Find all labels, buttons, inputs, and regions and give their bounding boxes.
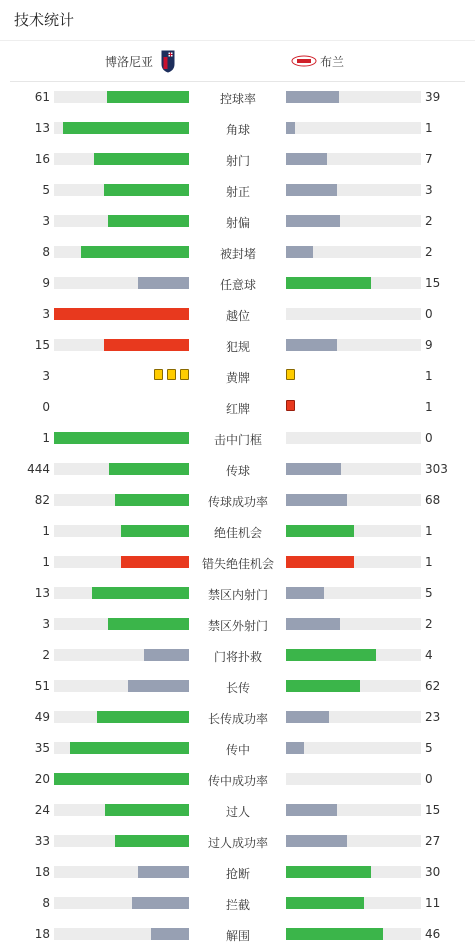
stat-label: 射正 [225, 185, 250, 199]
away-value: 0 [425, 307, 433, 321]
home-value: 13 [34, 121, 50, 135]
away-bar-track [286, 835, 421, 847]
stat-label: 过人 [225, 805, 250, 819]
home-bar-track [54, 618, 189, 630]
home-value: 61 [34, 90, 50, 104]
yellow-card-icon [286, 369, 295, 380]
stat-label: 射偏 [225, 216, 250, 230]
away-bar-fill [286, 494, 347, 506]
home-team[interactable] [105, 41, 175, 81]
away-value: 62 [425, 679, 441, 693]
home-bar-fill [54, 308, 189, 320]
away-value: 15 [425, 803, 441, 817]
home-bar-fill [128, 680, 189, 692]
away-value: 4 [425, 648, 433, 662]
away-bar-track [286, 184, 421, 196]
home-bar-fill [105, 804, 189, 816]
away-value: 5 [425, 741, 433, 755]
home-bar-fill [132, 897, 189, 909]
away-team[interactable] [291, 41, 344, 81]
home-bar-fill [54, 773, 189, 785]
stat-row [0, 268, 475, 299]
stat-row [0, 206, 475, 237]
stat-label: 控球率 [219, 92, 256, 106]
stat-row [0, 516, 475, 547]
away-bar-track [286, 91, 421, 103]
home-bar-track [54, 835, 189, 847]
away-bar-fill [286, 215, 340, 227]
stat-label: 黄牌 [225, 371, 250, 385]
away-bar-fill [286, 587, 324, 599]
stat-label: 长传成功率 [207, 712, 268, 726]
away-bar-fill [286, 184, 337, 196]
stat-label: 射门 [225, 154, 250, 168]
away-value: 0 [425, 431, 433, 445]
away-bar-fill [286, 928, 383, 940]
red-card-icon [286, 400, 295, 411]
home-value: 1 [42, 524, 50, 538]
away-value: 1 [425, 400, 433, 414]
yellow-card-icon [180, 369, 189, 380]
home-bar-fill [109, 463, 189, 475]
away-value: 7 [425, 152, 433, 166]
stat-row [0, 919, 475, 950]
home-value: 1 [42, 431, 50, 445]
home-value: 13 [34, 586, 50, 600]
stat-label: 红牌 [225, 402, 250, 416]
stat-row [0, 733, 475, 764]
away-bar-fill [286, 742, 304, 754]
stat-label: 角球 [225, 123, 250, 137]
stat-row [0, 237, 475, 268]
home-bar-fill [81, 246, 189, 258]
stat-label: 长传 [225, 681, 250, 695]
home-bar-fill [107, 91, 189, 103]
yellow-card-icon [167, 369, 176, 380]
away-bar-track [286, 246, 421, 258]
home-bar-track [54, 556, 189, 568]
home-bar-track [54, 742, 189, 754]
home-value: 51 [34, 679, 50, 693]
stat-row [0, 82, 475, 113]
home-value: 9 [42, 276, 50, 290]
stat-label: 禁区外射门 [207, 619, 268, 633]
home-bar-track [54, 122, 189, 134]
stat-row [0, 485, 475, 516]
away-bar-fill [286, 556, 354, 568]
stat-row [0, 795, 475, 826]
home-bar-fill [54, 432, 189, 444]
home-bar-fill [70, 742, 189, 754]
bologna-crest-icon [161, 49, 175, 73]
home-value: 5 [42, 183, 50, 197]
away-bar-fill [286, 618, 340, 630]
away-bar-fill [286, 680, 360, 692]
away-bar-track [286, 215, 421, 227]
stat-row [0, 361, 475, 392]
stat-row [0, 671, 475, 702]
home-bar-track [54, 494, 189, 506]
home-bar-track [54, 773, 189, 785]
home-bar-fill [104, 184, 189, 196]
home-value: 444 [27, 462, 50, 476]
stats-list [0, 82, 475, 950]
home-value: 8 [42, 245, 50, 259]
away-value: 0 [425, 772, 433, 786]
stat-row [0, 826, 475, 857]
away-value: 1 [425, 369, 433, 383]
away-bar-track [286, 122, 421, 134]
home-bar-track [54, 587, 189, 599]
home-bar-track [54, 246, 189, 258]
away-value: 9 [425, 338, 433, 352]
home-bar-fill [144, 649, 189, 661]
stat-row [0, 578, 475, 609]
away-value: 2 [425, 617, 433, 631]
away-team-name: 布兰 [320, 54, 345, 69]
away-value: 46 [425, 927, 441, 941]
away-bar-track [286, 680, 421, 692]
home-value: 2 [42, 648, 50, 662]
away-bar-fill [286, 153, 327, 165]
home-bar-track [54, 432, 189, 444]
home-bar-fill [121, 556, 189, 568]
home-value: 3 [42, 369, 50, 383]
stat-row [0, 454, 475, 485]
away-bar-fill [286, 339, 337, 351]
away-value: 68 [425, 493, 441, 507]
home-bar-fill [108, 618, 189, 630]
home-value: 18 [34, 927, 50, 941]
away-bar-fill [286, 277, 371, 289]
home-bar-track [54, 897, 189, 909]
away-bar-track [286, 804, 421, 816]
home-team-name: 博洛尼亚 [104, 54, 153, 69]
home-bar-fill [138, 277, 189, 289]
away-bar-track [286, 897, 421, 909]
brann-crest-icon [291, 55, 317, 67]
yellow-card-icon [154, 369, 163, 380]
home-bar-track [54, 91, 189, 103]
away-value: 2 [425, 214, 433, 228]
stat-row [0, 857, 475, 888]
home-value: 15 [34, 338, 50, 352]
home-bar-track [54, 711, 189, 723]
away-bar-fill [286, 122, 295, 134]
away-bar-fill [286, 649, 376, 661]
home-bar-track [54, 277, 189, 289]
home-bar-track [54, 804, 189, 816]
away-bar-track [286, 463, 421, 475]
stat-label: 门将扑救 [213, 650, 262, 664]
home-bar-fill [115, 835, 189, 847]
away-value: 11 [425, 896, 441, 910]
stat-label: 传球 [225, 464, 250, 478]
away-value: 1 [425, 121, 433, 135]
stat-label: 禁区内射门 [207, 588, 268, 602]
away-bar-track [286, 153, 421, 165]
page-title: 技术统计 [0, 0, 475, 41]
home-value: 33 [34, 834, 50, 848]
home-bar-fill [151, 928, 189, 940]
away-value: 303 [425, 462, 448, 476]
away-bar-fill [286, 804, 337, 816]
home-bar-track [54, 649, 189, 661]
home-bar-track [54, 339, 189, 351]
away-value: 3 [425, 183, 433, 197]
away-bar-fill [286, 835, 347, 847]
home-bar-track [54, 184, 189, 196]
stat-label: 抢断 [225, 867, 250, 881]
home-value: 49 [34, 710, 50, 724]
away-bar-track [286, 556, 421, 568]
stat-row [0, 299, 475, 330]
home-bar-track [54, 525, 189, 537]
stat-label: 传球成功率 [207, 495, 268, 509]
stat-label: 绝佳机会 [213, 526, 262, 540]
home-bar-track [54, 463, 189, 475]
away-bar-track [286, 277, 421, 289]
away-bar-track [286, 618, 421, 630]
stat-label: 被封堵 [219, 247, 256, 261]
away-bar-fill [286, 897, 364, 909]
home-cards [154, 369, 189, 380]
stat-label: 击中门框 [213, 433, 262, 447]
home-value: 82 [34, 493, 50, 507]
away-bar-track [286, 339, 421, 351]
home-value: 3 [42, 307, 50, 321]
stat-label: 传中 [225, 743, 250, 757]
away-bar-track [286, 308, 421, 320]
home-value: 16 [34, 152, 50, 166]
home-bar-fill [108, 215, 189, 227]
away-cards [286, 369, 295, 380]
away-bar-fill [286, 866, 371, 878]
home-value: 1 [42, 555, 50, 569]
stat-row [0, 640, 475, 671]
home-bar-track [54, 215, 189, 227]
away-bar-fill [286, 91, 339, 103]
home-bar-fill [92, 587, 189, 599]
stat-row [0, 547, 475, 578]
home-bar-fill [104, 339, 189, 351]
home-value: 35 [34, 741, 50, 755]
away-bar-fill [286, 463, 341, 475]
away-value: 23 [425, 710, 441, 724]
stat-label: 越位 [225, 309, 250, 323]
away-value: 15 [425, 276, 441, 290]
home-value: 24 [34, 803, 50, 817]
away-value: 30 [425, 865, 441, 879]
home-bar-fill [94, 153, 189, 165]
away-bar-track [286, 742, 421, 754]
home-bar-track [54, 928, 189, 940]
away-value: 39 [425, 90, 441, 104]
home-value: 3 [42, 214, 50, 228]
stat-row [0, 423, 475, 454]
stat-row [0, 609, 475, 640]
away-bar-track [286, 711, 421, 723]
home-value: 3 [42, 617, 50, 631]
home-bar-track [54, 308, 189, 320]
stat-label: 解围 [225, 929, 250, 943]
away-bar-fill [286, 525, 354, 537]
stat-row [0, 764, 475, 795]
away-value: 27 [425, 834, 441, 848]
home-bar-fill [115, 494, 189, 506]
stat-row [0, 144, 475, 175]
stat-row [0, 113, 475, 144]
stat-label: 犯规 [225, 340, 250, 354]
stat-label: 错失绝佳机会 [201, 557, 274, 571]
away-bar-fill [286, 246, 313, 258]
home-value: 0 [42, 400, 50, 414]
away-bar-fill [286, 711, 329, 723]
stat-row [0, 702, 475, 733]
home-bar-track [54, 153, 189, 165]
stat-label: 传中成功率 [207, 774, 268, 788]
stat-label: 任意球 [219, 278, 256, 292]
away-value: 5 [425, 586, 433, 600]
away-value: 1 [425, 524, 433, 538]
home-bar-fill [121, 525, 189, 537]
home-value: 20 [34, 772, 50, 786]
stat-row [0, 175, 475, 206]
home-bar-track [54, 866, 189, 878]
away-value: 2 [425, 245, 433, 259]
home-value: 18 [34, 865, 50, 879]
home-bar-fill [63, 122, 189, 134]
away-bar-track [286, 649, 421, 661]
stat-row [0, 330, 475, 361]
away-bar-track [286, 494, 421, 506]
home-bar-fill [138, 866, 189, 878]
away-bar-track [286, 525, 421, 537]
stat-label: 过人成功率 [207, 836, 268, 850]
away-bar-track [286, 773, 421, 785]
stat-row [0, 392, 475, 423]
away-bar-track [286, 432, 421, 444]
home-value: 8 [42, 896, 50, 910]
away-bar-track [286, 928, 421, 940]
away-value: 1 [425, 555, 433, 569]
away-bar-track [286, 866, 421, 878]
stat-row [0, 888, 475, 919]
teams-header [10, 41, 465, 82]
home-bar-track [54, 680, 189, 692]
away-cards [286, 400, 295, 411]
away-bar-track [286, 587, 421, 599]
stat-label: 拦截 [225, 898, 250, 912]
home-bar-fill [97, 711, 189, 723]
